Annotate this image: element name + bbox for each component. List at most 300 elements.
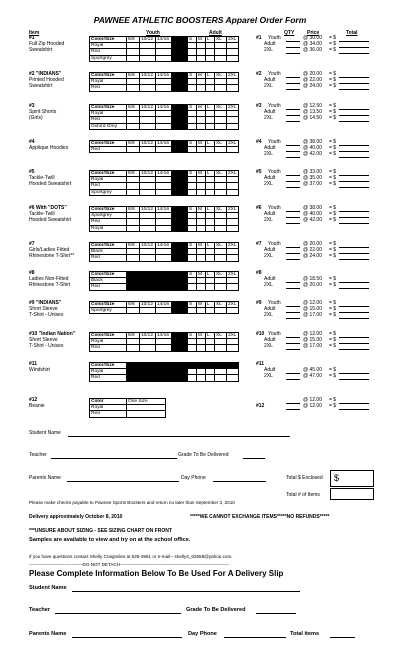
adult-size-M: M xyxy=(197,333,206,339)
total-equals: = $ xyxy=(329,115,337,121)
total-equals: = $ xyxy=(329,367,337,373)
qty-cell[interactable] xyxy=(140,345,156,351)
line-total-field[interactable] xyxy=(339,337,369,338)
qty-field[interactable] xyxy=(286,373,300,374)
adult-size-M: M xyxy=(197,207,206,213)
size-group-label: 2XL xyxy=(264,253,273,259)
qty-cell[interactable] xyxy=(156,225,172,231)
qty-cell[interactable] xyxy=(127,308,140,314)
line-total-field[interactable] xyxy=(339,306,369,307)
size-group-label: Youth xyxy=(268,169,281,175)
adult-size-XL: XL xyxy=(215,243,227,249)
color-option: Red xyxy=(90,284,127,290)
qty-field[interactable] xyxy=(286,403,300,404)
parents-name-label: Parents Name xyxy=(29,475,61,481)
size-group-label: Adult xyxy=(264,211,276,217)
adult-size-S: S xyxy=(188,37,197,43)
youth-size-2: 14/16 xyxy=(156,37,172,43)
qty-cell[interactable] xyxy=(140,123,156,129)
qty-cell[interactable] xyxy=(188,189,197,195)
slip-grade-field[interactable] xyxy=(256,613,296,614)
qty-cell[interactable] xyxy=(156,55,172,61)
qty-cell[interactable] xyxy=(215,375,227,381)
parents-name-field[interactable] xyxy=(67,481,179,482)
item-description: Sweatshirt xyxy=(29,47,53,53)
youth-size-1: 10/12 xyxy=(140,302,156,308)
size-group-label: 2XL xyxy=(264,83,273,89)
line-total-field[interactable] xyxy=(339,83,369,84)
qty-cell[interactable] xyxy=(206,375,215,381)
item-description: Beanie xyxy=(29,403,45,409)
qty-field[interactable] xyxy=(286,282,300,283)
adult-size-M: M xyxy=(197,243,206,249)
qty-cell[interactable] xyxy=(197,375,206,381)
qty-cell[interactable] xyxy=(227,147,239,153)
color-option: Sportgrey xyxy=(90,213,127,219)
qty-cell[interactable] xyxy=(197,345,206,351)
qty-field[interactable] xyxy=(286,288,300,289)
line-total-field[interactable] xyxy=(339,151,369,152)
line-total-field[interactable] xyxy=(339,115,369,116)
adult-size-XL: XL xyxy=(215,207,227,213)
qty-cell[interactable] xyxy=(215,55,227,61)
total-equals: = $ xyxy=(329,109,337,115)
qty-cell[interactable] xyxy=(188,284,197,290)
qty-field[interactable] xyxy=(286,53,300,54)
qty-cell[interactable] xyxy=(215,345,227,351)
qty-cell[interactable] xyxy=(206,85,215,91)
qty-cell[interactable] xyxy=(206,123,215,129)
unit-price: @ 13.50 xyxy=(303,109,322,115)
qty-cell[interactable] xyxy=(227,345,239,351)
qty-cell[interactable] xyxy=(206,189,215,195)
qty-cell[interactable] xyxy=(140,85,156,91)
line-total-field[interactable] xyxy=(339,121,369,122)
item-description: Short Sleeve xyxy=(29,337,58,343)
qty-field[interactable] xyxy=(286,306,300,307)
adult-size-2XL: 2XL xyxy=(228,243,237,249)
qty-field[interactable] xyxy=(286,349,300,350)
qty-cell[interactable] xyxy=(156,189,172,195)
day-phone-label: Day Phone xyxy=(181,475,206,481)
youth-size-2: 14/16 xyxy=(156,171,172,177)
item-number: #3 xyxy=(29,103,35,109)
adult-size-L: L xyxy=(206,73,215,79)
youth-size-0: 6/8 xyxy=(127,243,140,249)
line-total-field[interactable] xyxy=(339,175,369,176)
qty-field[interactable] xyxy=(286,409,300,410)
item-number: #6 With "DOTS" xyxy=(29,205,67,211)
qty-item-number: #10 xyxy=(256,331,265,337)
qty-item-number: #1 xyxy=(256,35,262,41)
qty-cell[interactable] xyxy=(215,85,227,91)
line-total-field[interactable] xyxy=(339,89,369,90)
color-option: Red xyxy=(90,345,127,351)
line-total-field[interactable] xyxy=(339,53,369,54)
line-total-field[interactable] xyxy=(339,318,369,319)
qty-cell[interactable] xyxy=(206,255,215,261)
qty-cell[interactable] xyxy=(140,189,156,195)
separator-cell xyxy=(172,55,188,61)
total-equals: = $ xyxy=(329,276,337,282)
qty-cell[interactable] xyxy=(127,255,140,261)
qty-cell[interactable] xyxy=(227,123,239,129)
line-total-field[interactable] xyxy=(339,47,369,48)
total-items-box[interactable] xyxy=(330,488,374,500)
qty-cell[interactable] xyxy=(140,225,156,231)
total-equals: = $ xyxy=(329,41,337,47)
qty-cell[interactable] xyxy=(140,308,156,314)
qty-field[interactable] xyxy=(286,41,300,42)
slip-parents-name-field[interactable] xyxy=(72,637,182,638)
qty-cell[interactable] xyxy=(156,308,172,314)
header-price: Price xyxy=(307,30,320,36)
qty-cell[interactable] xyxy=(127,411,166,417)
qty-cell[interactable] xyxy=(188,147,197,153)
day-phone-field[interactable] xyxy=(213,481,266,482)
slip-parents-name-label: Parents Name xyxy=(29,631,67,637)
qty-field[interactable] xyxy=(286,77,300,78)
teacher-field[interactable] xyxy=(51,458,177,459)
total-equals: = $ xyxy=(329,253,337,259)
size-group-label: Youth xyxy=(268,331,281,337)
header-total: Total xyxy=(346,30,358,36)
slip-grade-label: Grade To Be Delivered xyxy=(186,607,246,613)
line-total-field[interactable] xyxy=(339,145,369,146)
qty-cell[interactable] xyxy=(197,284,206,290)
unit-price: @ 40.00 xyxy=(303,145,322,151)
qty-cell[interactable] xyxy=(197,55,206,61)
line-total-field[interactable] xyxy=(339,259,369,260)
qty-cell[interactable] xyxy=(156,255,172,261)
unit-price: @ 37.00 xyxy=(303,181,322,187)
qty-cell[interactable] xyxy=(215,123,227,129)
teacher-label: Teacher xyxy=(29,452,47,458)
unit-price: @ 45.00 xyxy=(303,367,322,373)
slip-student-name-label: Student Name xyxy=(29,585,67,591)
youth-size-0: 6/8 xyxy=(127,105,140,111)
size-grid xyxy=(89,170,239,196)
qty-cell[interactable] xyxy=(156,123,172,129)
qty-cell[interactable] xyxy=(206,225,215,231)
adult-size-2XL: 2XL xyxy=(228,302,237,308)
unit-price: @ 20.00 xyxy=(303,71,322,77)
line-total-field[interactable] xyxy=(339,223,369,224)
adult-size-XL: XL xyxy=(215,141,227,147)
item-description: Sweatshirt xyxy=(29,83,53,89)
qty-field[interactable] xyxy=(286,109,300,110)
qty-field[interactable] xyxy=(286,121,300,122)
qty-cell[interactable] xyxy=(127,147,140,153)
qty-cell[interactable] xyxy=(188,255,197,261)
line-total-field[interactable] xyxy=(339,187,369,188)
unit-price: @ 15.00 xyxy=(303,306,322,312)
youth-size-2: 14/16 xyxy=(156,207,172,213)
qty-field[interactable] xyxy=(286,217,300,218)
qty-cell[interactable] xyxy=(206,147,215,153)
line-total-field[interactable] xyxy=(339,77,369,78)
item-description: (Girls) xyxy=(29,115,43,121)
item-description: Applique Hoodies xyxy=(29,145,69,151)
unit-price: @ 15.00 xyxy=(303,337,322,343)
qty-cell[interactable] xyxy=(156,345,172,351)
qty-field[interactable] xyxy=(286,145,300,146)
line-total-field[interactable] xyxy=(339,157,369,158)
qty-item-number: #2 xyxy=(256,71,262,77)
qty-cell[interactable] xyxy=(215,189,227,195)
youth-size-0: 6/8 xyxy=(127,302,140,308)
qty-field[interactable] xyxy=(286,312,300,313)
qty-cell[interactable] xyxy=(215,284,227,290)
unit-price: @ 24.00 xyxy=(303,83,322,89)
size-group-label: Youth xyxy=(268,35,281,41)
unit-price: @ 17.00 xyxy=(303,312,322,318)
qty-cell[interactable] xyxy=(188,55,197,61)
slip-day-phone-field[interactable] xyxy=(224,637,286,638)
item-number: #2 "INDIANS" xyxy=(29,71,62,77)
qty-field[interactable] xyxy=(286,89,300,90)
color-option: Royal xyxy=(90,225,127,231)
item-description: Rhinestone T-Shirt** xyxy=(29,253,75,259)
qty-cell[interactable] xyxy=(140,255,156,261)
item-description: T-Shirt - Unisex xyxy=(29,343,64,349)
size-group-label: 2XL xyxy=(264,115,273,121)
color-option: Red xyxy=(90,49,127,55)
qty-field[interactable] xyxy=(286,211,300,212)
line-total-field[interactable] xyxy=(339,253,369,254)
item-description: Hooded Sweatshirt xyxy=(29,217,72,223)
qty-cell[interactable] xyxy=(188,85,197,91)
size-header-label: Color/Size xyxy=(90,73,127,79)
qty-cell[interactable] xyxy=(127,55,140,61)
color-option: Royal xyxy=(90,79,127,85)
qty-cell[interactable] xyxy=(215,147,227,153)
item-description: Tackle-Twill xyxy=(29,211,55,217)
qty-item-number: #9 xyxy=(256,300,262,306)
qty-cell[interactable] xyxy=(227,225,239,231)
qty-field[interactable] xyxy=(286,47,300,48)
unit-price: @ 42.00 xyxy=(303,217,322,223)
size-group-label: Adult xyxy=(264,41,276,47)
qty-cell[interactable] xyxy=(188,123,197,129)
qty-cell[interactable] xyxy=(227,375,239,381)
line-total-field[interactable] xyxy=(339,343,369,344)
qty-field[interactable] xyxy=(286,318,300,319)
adult-size-2XL: 2XL xyxy=(228,73,237,79)
qty-field[interactable] xyxy=(286,253,300,254)
qty-cell[interactable] xyxy=(206,345,215,351)
qty-cell[interactable] xyxy=(197,123,206,129)
size-grid xyxy=(89,398,166,418)
qty-cell[interactable] xyxy=(127,345,140,351)
unit-price: @ 38.00 xyxy=(303,139,322,145)
line-total-field[interactable] xyxy=(339,211,369,212)
qty-field[interactable] xyxy=(286,151,300,152)
youth-size-2: 14/16 xyxy=(156,333,172,339)
line-total-field[interactable] xyxy=(339,409,369,410)
color-option: Royal xyxy=(90,369,127,375)
size-group-label: 2XL xyxy=(264,217,273,223)
qty-field[interactable] xyxy=(286,83,300,84)
total-enclosed-dollar: $ xyxy=(334,473,340,483)
student-name-field[interactable] xyxy=(68,436,290,437)
samples-note: Samples are available to view and try on at the school office. xyxy=(29,537,191,543)
size-group-label: Youth xyxy=(268,300,281,306)
qty-cell[interactable] xyxy=(127,189,140,195)
qty-item-number: #8 xyxy=(256,270,262,276)
item-description: Rhinestone T-Shirt xyxy=(29,282,71,288)
item-number: #1 xyxy=(29,35,35,41)
slip-student-name-field[interactable] xyxy=(72,591,300,592)
line-total-field[interactable] xyxy=(339,181,369,182)
qty-cell[interactable] xyxy=(206,308,215,314)
line-total-field[interactable] xyxy=(339,282,369,283)
size-header-label: Color/Size xyxy=(90,333,127,339)
qty-cell[interactable] xyxy=(227,55,239,61)
qty-cell[interactable] xyxy=(156,147,172,153)
youth-size-1: 10/12 xyxy=(140,37,156,43)
unit-price: @ 12.00 xyxy=(303,403,322,409)
qty-cell[interactable] xyxy=(156,85,172,91)
qty-field[interactable] xyxy=(286,115,300,116)
size-grid xyxy=(89,271,239,291)
color-option: Royal xyxy=(90,43,127,49)
qty-cell[interactable] xyxy=(127,85,140,91)
one-size-label: One Size xyxy=(127,399,166,405)
adult-size-2XL: 2XL xyxy=(228,141,237,147)
qty-cell[interactable] xyxy=(188,308,197,314)
color-option: Royal xyxy=(90,405,127,411)
qty-field[interactable] xyxy=(286,343,300,344)
qty-cell[interactable] xyxy=(206,55,215,61)
qty-field[interactable] xyxy=(286,337,300,338)
color-option: Royal xyxy=(90,339,127,345)
qty-field[interactable] xyxy=(286,247,300,248)
youth-size-2: 14/16 xyxy=(156,302,172,308)
slip-total-items-label: Total items xyxy=(290,631,320,637)
adult-size-XL: XL xyxy=(215,272,227,278)
size-group-label: Adult xyxy=(264,77,276,83)
qty-cell[interactable] xyxy=(206,284,215,290)
qty-cell[interactable] xyxy=(227,284,239,290)
header-qty: QTY xyxy=(284,30,295,36)
line-total-field[interactable] xyxy=(339,217,369,218)
qty-cell[interactable] xyxy=(188,225,197,231)
item-description: Tackle-Twill xyxy=(29,175,55,181)
qty-cell[interactable] xyxy=(227,255,239,261)
adult-size-S: S xyxy=(188,272,197,278)
item-description: Printed Hooded xyxy=(29,77,64,83)
line-total-field[interactable] xyxy=(339,379,369,380)
size-grid xyxy=(89,36,239,62)
unavailable-cell xyxy=(140,375,156,381)
line-total-field[interactable] xyxy=(339,288,369,289)
size-group-label: Youth xyxy=(268,103,281,109)
qty-cell[interactable] xyxy=(215,225,227,231)
item-description: Windshirt xyxy=(29,367,50,373)
line-total-field[interactable] xyxy=(339,349,369,350)
qty-cell[interactable] xyxy=(188,345,197,351)
color-option: Red xyxy=(90,183,127,189)
do-not-detach: -----------------------------------DO NOT DETACH----------------------------------------------------------------------- xyxy=(29,562,229,567)
line-total-field[interactable] xyxy=(339,403,369,404)
adult-size-XL: XL xyxy=(215,73,227,79)
qty-cell[interactable] xyxy=(127,123,140,129)
unit-price: @ 20.00 xyxy=(303,282,322,288)
qty-cell[interactable] xyxy=(227,85,239,91)
youth-size-1: 10/12 xyxy=(140,73,156,79)
grade-label: Grade To Be Delivered xyxy=(178,452,229,458)
qty-item-number: #4 xyxy=(256,139,262,145)
adult-size-M: M xyxy=(197,105,206,111)
size-header-label: Color/Size xyxy=(90,171,127,177)
total-equals: = $ xyxy=(329,181,337,187)
qty-cell[interactable] xyxy=(197,85,206,91)
qty-cell[interactable] xyxy=(227,189,239,195)
adult-size-M: M xyxy=(197,141,206,147)
color-option: Red xyxy=(90,219,127,225)
unsure-sizing-note: ***UNSURE ABOUT SIZING - SEE SIZING CHART ON FRONT xyxy=(29,528,172,534)
qty-cell[interactable] xyxy=(197,308,206,314)
line-total-field[interactable] xyxy=(339,41,369,42)
qty-field[interactable] xyxy=(286,259,300,260)
qty-field[interactable] xyxy=(286,223,300,224)
qty-field[interactable] xyxy=(286,181,300,182)
qty-cell[interactable] xyxy=(215,255,227,261)
qty-cell[interactable] xyxy=(140,147,156,153)
qty-field[interactable] xyxy=(286,187,300,188)
youth-size-0: 6/8 xyxy=(127,333,140,339)
adult-size-2XL: 2XL xyxy=(228,207,237,213)
youth-size-1: 10/12 xyxy=(140,333,156,339)
total-equals: = $ xyxy=(329,247,337,253)
qty-cell[interactable] xyxy=(188,375,197,381)
qty-item-number: #7 xyxy=(256,241,262,247)
total-equals: = $ xyxy=(329,205,337,211)
unit-price: @ 22.00 xyxy=(303,77,322,83)
slip-teacher-label: Teacher xyxy=(29,607,51,613)
qty-cell[interactable] xyxy=(140,55,156,61)
qty-cell[interactable] xyxy=(227,308,239,314)
qty-cell[interactable] xyxy=(197,225,206,231)
qty-field[interactable] xyxy=(286,175,300,176)
youth-size-1: 10/12 xyxy=(140,141,156,147)
unit-price: @ 47.00 xyxy=(303,373,322,379)
qty-cell[interactable] xyxy=(197,189,206,195)
size-header-label: Color/Size xyxy=(90,243,127,249)
unit-price: @ 38.00 xyxy=(303,205,322,211)
qty-cell[interactable] xyxy=(197,147,206,153)
total-equals: = $ xyxy=(329,343,337,349)
line-total-field[interactable] xyxy=(339,247,369,248)
qty-cell[interactable] xyxy=(127,225,140,231)
adult-size-S: S xyxy=(188,302,197,308)
qty-field[interactable] xyxy=(286,379,300,380)
qty-field[interactable] xyxy=(286,157,300,158)
youth-size-0: 6/8 xyxy=(127,207,140,213)
slip-total-items-field[interactable] xyxy=(330,637,355,638)
unit-price: @ 36.00 xyxy=(303,47,322,53)
line-total-field[interactable] xyxy=(339,312,369,313)
grade-field[interactable] xyxy=(243,458,265,459)
total-equals: = $ xyxy=(329,312,337,318)
line-total-field[interactable] xyxy=(339,373,369,374)
form-title: PAWNEE ATHLETIC BOOSTERS Apparel Order Form xyxy=(93,15,307,25)
qty-cell[interactable] xyxy=(215,308,227,314)
qty-cell[interactable] xyxy=(197,255,206,261)
slip-teacher-field[interactable] xyxy=(55,613,181,614)
line-total-field[interactable] xyxy=(339,109,369,110)
